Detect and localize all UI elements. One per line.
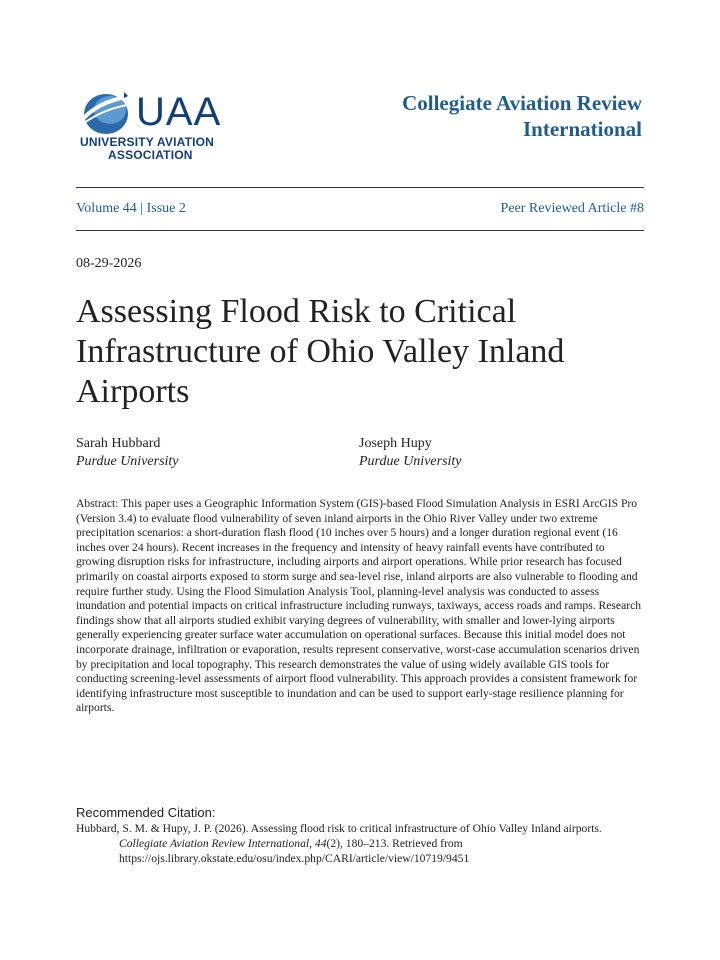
logo-wordmark: UAA: [136, 90, 222, 134]
citation-url[interactable]: https://ojs.library.okstate.edu/osu/index.php/CARI/article/view/10719/9451: [119, 852, 470, 865]
bottom-divider: [76, 230, 644, 231]
citation-authors: Hubbard, S. M. & Hupy, J. P. (2026). Assessing flood risk to critical infrastructure of Ohio Valley Inland airports.: [76, 822, 602, 835]
article-title: Assessing Flood Risk to Critical Infrastructure of Ohio Valley Inland Airports: [76, 293, 565, 410]
author-name: Joseph Hupy: [359, 436, 432, 451]
author-affiliation: Purdue University: [76, 454, 179, 469]
journal-title-line2: International: [522, 117, 642, 141]
author-name: Sarah Hubbard: [76, 436, 161, 451]
journal-title-line1: Collegiate Aviation Review: [402, 91, 642, 115]
citation-issue-pages: (2), 180–213. Retrieved from: [326, 837, 463, 850]
logo-line2: ASSOCIATION: [108, 148, 193, 162]
author-affiliation: Purdue University: [359, 454, 462, 469]
uaa-logo: [76, 90, 276, 170]
journal-title: [402, 90, 642, 142]
citation-volume: 44: [314, 837, 327, 850]
article-label: Peer Reviewed Article #8: [500, 201, 644, 216]
globe-swoosh-icon: [76, 90, 136, 136]
citation-label: Recommended Citation:: [76, 805, 216, 820]
logo-line1: UNIVERSITY AVIATION: [80, 135, 215, 149]
logo-caption: [80, 136, 214, 162]
publication-date: 08-29-2026: [76, 256, 142, 271]
citation-journal: Collegiate Aviation Review International: [119, 837, 310, 850]
citation-source: Collegiate Aviation Review International, 44(2), 180–213. Retrieved from: [119, 837, 463, 850]
author-2: [359, 435, 462, 471]
author-1: [76, 435, 179, 471]
volume-issue: Volume 44 | Issue 2: [76, 201, 186, 216]
recommended-citation: [76, 821, 646, 866]
top-divider: [76, 187, 644, 188]
abstract: Abstract: This paper uses a Geographic Information System (GIS)-based Flood Simulation Analysis in ESRI ArcGIS Pro (Version 3.4) to evaluate flood vulnerability of seven inland airports in the Ohio River Valley under two extreme precipitation scenarios: a short-duration flash flood (10 inches over 5 hours) and a longer duration regional event (16 inches over 24 hours). Recent increases in the frequency and intensity of heavy rainfall events have contributed to growing disruption risks for infrastructure, including airports and airport operations. While prior research has focused primarily on coastal airports exposed to storm surge and sea-level rise, inland airports are also vulnerable to flooding and require further study. Using the Flood Simulation Analysis Tool, planning-level analysis was conducted to assess inundation and potential impacts on critical infrastructure including runways, taxiways, access roads and ramps. Research findings show that all airports studied exhibit varying degrees of vulnerability, with smaller and lower-lying airports generally experiencing greater surface water accumulation on operational surfaces. Because this initial model does not incorporate drainage, infiltration or evaporation, results represent conservative, worst-case accumulation scenarios driven by precipitation and local topography. This research demonstrates the value of using widely available GIS tools for conducting screening-level assessments of airport flood vulnerability. This approach provides a consistent framework for identifying infrastructure most susceptible to inundation and can be used to support early-stage resilience planning for airports.: [76, 497, 642, 715]
